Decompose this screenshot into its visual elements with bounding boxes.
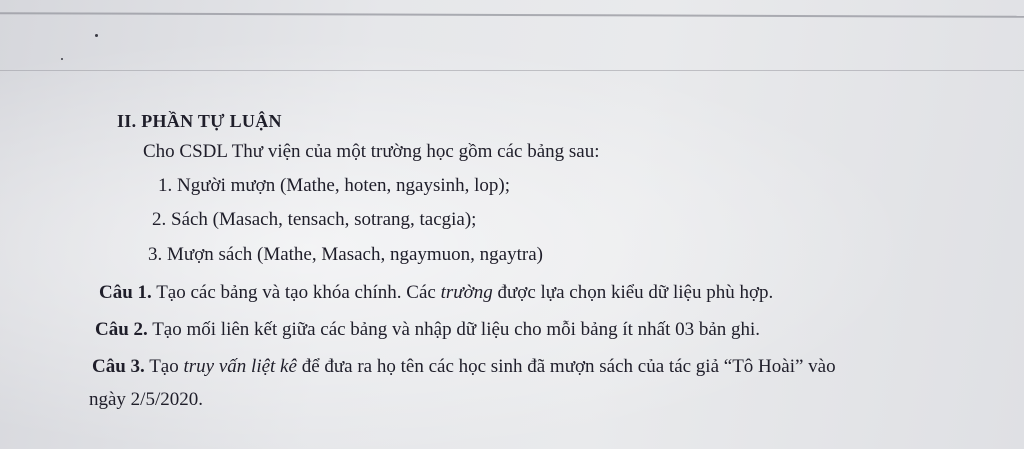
ruled-line	[0, 70, 1024, 71]
question-emphasis: trường	[440, 282, 493, 303]
ink-speck	[95, 34, 98, 37]
question-text: Tạo mối liên kết giữa các bảng và nhập dữ liệu cho mỗi bảng ít nhất 03 bản ghi.	[147, 319, 761, 340]
question-emphasis: truy vấn liệt kê	[183, 356, 297, 377]
question-2	[95, 319, 760, 341]
question-label: Câu 1.	[99, 282, 152, 303]
question-1	[99, 282, 773, 304]
question-3	[92, 356, 836, 378]
ruled-line	[0, 12, 1024, 18]
table-item: 2. Sách (Masach, tensach, sotrang, tacgia);	[152, 209, 477, 230]
table-item: 3. Mượn sách (Mathe, Masach, ngaymuon, ngaytra)	[148, 244, 543, 265]
question-label: Câu 3.	[92, 356, 145, 377]
question-3-continuation: ngày 2/5/2020.	[89, 389, 203, 410]
question-label: Câu 2.	[95, 319, 148, 340]
section-title: II. PHẦN TỰ LUẬN	[117, 111, 282, 131]
table-item: 1. Người mượn (Mathe, hoten, ngaysinh, lop);	[158, 175, 511, 196]
ink-speck	[61, 58, 63, 60]
question-text: được lựa chọn kiểu dữ liệu phù hợp.	[492, 282, 774, 303]
question-text: Tạo các bảng và tạo khóa chính. Các	[151, 282, 441, 303]
question-text: Tạo	[144, 356, 184, 377]
question-text: để đưa ra họ tên các học sinh đã mượn sách của tác giả “Tô Hoài” vào	[296, 356, 836, 377]
intro-text: Cho CSDL Thư viện của một trường học gồm các bảng sau:	[143, 141, 600, 162]
